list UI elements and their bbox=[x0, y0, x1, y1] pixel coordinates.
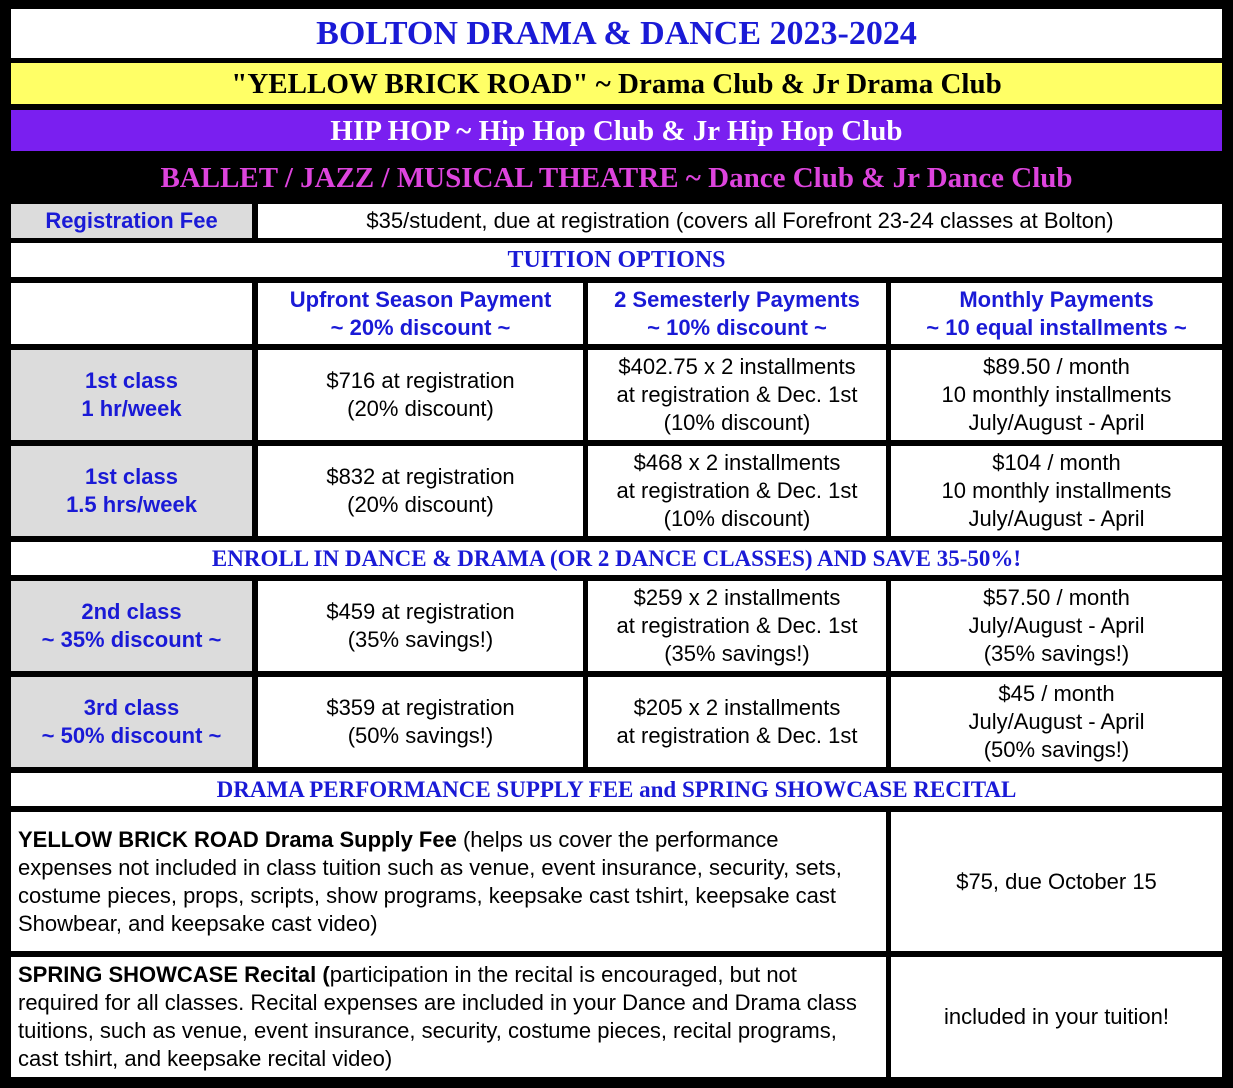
price-line: (35% savings!) bbox=[983, 641, 1130, 666]
price-line: (50% savings!) bbox=[347, 723, 494, 748]
price-line: $459 at registration bbox=[326, 599, 515, 624]
price-line: (35% savings!) bbox=[347, 627, 494, 652]
registration-fee-value: $35/student, due at registration (covers all Forefront 23-24 classes at Bolton) bbox=[258, 204, 1222, 238]
row-label-line: 1st class bbox=[85, 368, 178, 393]
price-line: $468 x 2 installments bbox=[633, 450, 841, 475]
spring-showcase-value: included in your tuition! bbox=[891, 957, 1222, 1077]
price-semester-1st-1hr bbox=[588, 350, 886, 440]
row-label-line: 2nd class bbox=[81, 599, 182, 624]
supply-fee-details: (helps us cover the performance expenses not included in class tuition such as venue, event insurance, security, sets, costume pieces, props, scripts, show programs, keepsake cast tshirt, keepsake cast Showbear, and keepsake cast video) bbox=[18, 826, 842, 936]
row-label-line: 1.5 hrs/week bbox=[66, 492, 197, 517]
hiphop-club-banner: HIP HOP ~ Hip Hop Club & Jr Hip Hop Club bbox=[11, 110, 1222, 151]
registration-fee-label: Registration Fee bbox=[11, 204, 252, 238]
price-upfront-2nd bbox=[258, 581, 583, 671]
drama-supply-fee-value: $75, due October 15 bbox=[891, 812, 1222, 951]
price-monthly-1st-1hr bbox=[891, 350, 1222, 440]
column-header-line: ~ 20% discount ~ bbox=[330, 314, 511, 340]
price-line: 10 monthly installments bbox=[941, 382, 1172, 407]
column-header-line: 2 Semesterly Payments bbox=[614, 286, 860, 312]
price-upfront-3rd bbox=[258, 677, 583, 767]
column-header-semester bbox=[588, 283, 886, 344]
drama-club-banner: "YELLOW BRICK ROAD" ~ Drama Club & Jr Drama Club bbox=[11, 63, 1222, 104]
row-label-1st-class-1-5hr bbox=[11, 446, 252, 536]
price-line: at registration & Dec. 1st bbox=[616, 382, 858, 407]
price-line: $359 at registration bbox=[326, 695, 515, 720]
price-line: $259 x 2 installments bbox=[633, 585, 841, 610]
row-label-1st-class-1hr bbox=[11, 350, 252, 440]
column-header-line: ~ 10% discount ~ bbox=[647, 314, 827, 340]
row-label-3rd-class bbox=[11, 677, 252, 767]
price-upfront-1st-1-5hr bbox=[258, 446, 583, 536]
price-semester-3rd bbox=[588, 677, 886, 767]
price-line: at registration & Dec. 1st bbox=[616, 478, 858, 503]
drama-supply-fee-description bbox=[11, 812, 886, 951]
ballet-club-banner: BALLET / JAZZ / MUSICAL THEATRE ~ Dance Club & Jr Dance Club bbox=[11, 157, 1222, 198]
price-line: (10% discount) bbox=[663, 410, 811, 435]
column-header-upfront bbox=[258, 283, 583, 344]
price-line: (20% discount) bbox=[347, 492, 494, 517]
row-label-line: 1st class bbox=[85, 464, 178, 489]
price-line: July/August - April bbox=[968, 506, 1145, 531]
supply-fee-title: YELLOW BRICK ROAD Drama Supply Fee bbox=[18, 826, 457, 852]
price-monthly-1st-1-5hr bbox=[891, 446, 1222, 536]
fees-heading: DRAMA PERFORMANCE SUPPLY FEE and SPRING SHOWCASE RECITAL bbox=[11, 773, 1222, 806]
price-line: (20% discount) bbox=[347, 396, 494, 421]
recital-details: participation in the recital is encouraged, but not required for all classes. Recital expenses are included in your Dance and Drama class tuitions, such as venue, event insurance, security, costume pieces, recital programs, cast tshirt, and keepsake recital video) bbox=[18, 962, 857, 1071]
price-upfront-1st-1hr bbox=[258, 350, 583, 440]
supply-fee-paragraph bbox=[18, 826, 876, 938]
price-line: July/August - April bbox=[968, 613, 1145, 638]
multi-class-savings-heading: ENROLL IN DANCE & DRAMA (OR 2 DANCE CLASSES) AND SAVE 35-50%! bbox=[11, 542, 1222, 575]
column-header-monthly bbox=[891, 283, 1222, 344]
price-line: 10 monthly installments bbox=[941, 478, 1172, 503]
price-monthly-2nd bbox=[891, 581, 1222, 671]
price-line: $716 at registration bbox=[326, 368, 515, 393]
price-line: $57.50 / month bbox=[983, 585, 1130, 610]
column-header-line: Upfront Season Payment bbox=[289, 286, 552, 312]
price-line: $45 / month bbox=[998, 681, 1115, 706]
column-header-line: Monthly Payments bbox=[959, 286, 1154, 312]
row-label-line: 1 hr/week bbox=[81, 396, 182, 421]
row-label-2nd-class bbox=[11, 581, 252, 671]
price-line: (10% discount) bbox=[663, 506, 811, 531]
row-label-line: ~ 50% discount ~ bbox=[41, 723, 222, 748]
price-line: July/August - April bbox=[968, 410, 1145, 435]
price-line: July/August - April bbox=[968, 709, 1145, 734]
price-monthly-3rd bbox=[891, 677, 1222, 767]
price-semester-2nd bbox=[588, 581, 886, 671]
price-line: $402.75 x 2 installments bbox=[618, 354, 856, 379]
price-line: $89.50 / month bbox=[983, 354, 1130, 379]
tuition-options-heading: TUITION OPTIONS bbox=[11, 243, 1222, 277]
spring-showcase-description bbox=[11, 957, 886, 1077]
recital-paragraph bbox=[18, 961, 876, 1073]
price-semester-1st-1-5hr bbox=[588, 446, 886, 536]
price-line: at registration & Dec. 1st bbox=[616, 723, 858, 748]
column-header-blank bbox=[11, 283, 252, 344]
price-line: (50% savings!) bbox=[983, 737, 1130, 762]
price-line: at registration & Dec. 1st bbox=[616, 613, 858, 638]
row-label-line: ~ 35% discount ~ bbox=[41, 627, 222, 652]
price-line: $205 x 2 installments bbox=[633, 695, 841, 720]
price-line: $832 at registration bbox=[326, 464, 515, 489]
price-line: $104 / month bbox=[992, 450, 1121, 475]
recital-title: SPRING SHOWCASE Recital ( bbox=[18, 962, 330, 987]
row-label-line: 3rd class bbox=[83, 695, 180, 720]
price-line: (35% savings!) bbox=[664, 641, 810, 666]
column-header-line: ~ 10 equal installments ~ bbox=[926, 314, 1187, 340]
page-title: BOLTON DRAMA & DANCE 2023-2024 bbox=[11, 9, 1222, 58]
